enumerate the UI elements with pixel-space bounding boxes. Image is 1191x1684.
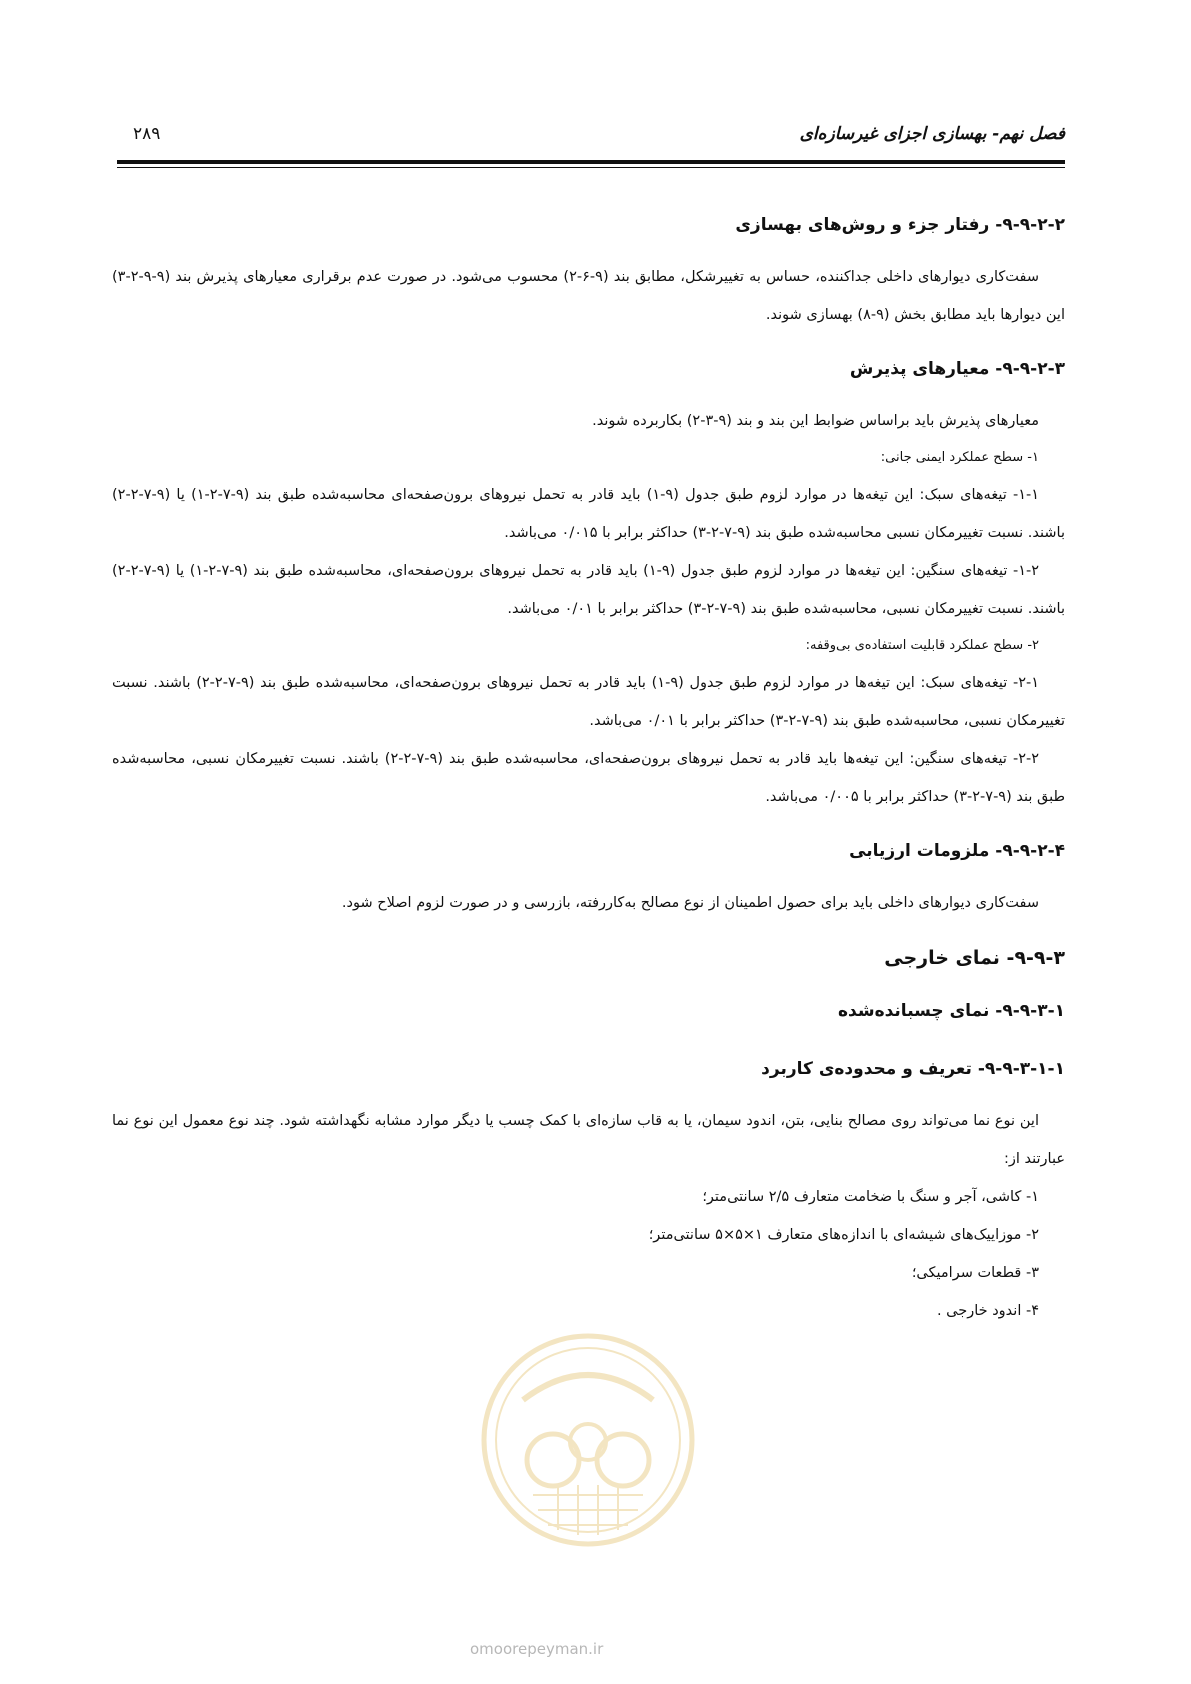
- section-heading-definition-scope: ۹-۹-۳-۱-۱- تعریف و محدوده‌ی کاربرد: [761, 1059, 1065, 1079]
- watermark-url: omoorepeyman.ir: [470, 1640, 604, 1658]
- page-header: [117, 124, 1065, 152]
- list-item: ۲- موزاییک‌های شیشه‌ای با اندازه‌های متعارف ۱×۵×۵ سانتی‌متر؛: [648, 1227, 1039, 1243]
- section-paragraph-behavior: سفت‌کاری دیوارهای داخلی جداکننده، حساس به تغییرشکل، مطابق بند (۹-۶-۲) محسوب می‌شود. در صورت عدم برقراری معیارهای پذیرش بند (۹-۹-۲-۳) این دیوارها باید مطابق بخش (۹-۸) بهسازی شوند.: [112, 269, 1065, 323]
- list-item: ۳- قطعات سرامیکی؛: [911, 1265, 1039, 1281]
- section-heading-evaluation: ۹-۹-۲-۴- ملزومات ارزیابی: [849, 841, 1065, 861]
- list-item: ۱- کاشی، آجر و سنگ با ضخامت متعارف ۲/۵ سانتی‌متر؛: [702, 1189, 1039, 1205]
- life-safety-light-partitions: ۱-۱- تیغه‌های سبک: این تیغه‌ها در موارد لزوم طبق جدول (۹-۱) باید قادر به تحمل نیروهای برون‌صفحه‌ای محاسبه‌شده طبق بند (۹-۷-۲-۱) یا (۹-۷-۲-۲) باشند. نسبت تغییرمکان نسبی محاسبه‌شده طبق بند (۹-۷-۲-۳) حداکثر برابر با ۰/۰۱۵ می‌باشد.: [112, 487, 1065, 541]
- section-paragraph-definition: این نوع نما می‌تواند روی مصالح بنایی، بتن، اندود سیمان، یا به قاب سازه‌ای با کمک چسب یا دیگر موارد مشابه نگهداشته شود. چند نوع معمول این نوع نما عبارتند از:: [112, 1113, 1065, 1167]
- section-paragraph-evaluation: سفت‌کاری دیوارهای داخلی باید برای حصول اطمینان از نوع مصالح به‌کاررفته، بازرسی و در صورت لزوم اصلاح شود.: [341, 895, 1039, 911]
- section-heading-exterior-facade: ۹-۹-۳- نمای خارجی: [884, 947, 1065, 969]
- acceptance-intro: معیارهای پذیرش باید براساس ضوابط این بند و بند (۹-۳-۲) بکاربرده شوند.: [592, 413, 1039, 429]
- life-safety-heavy-partitions: ۱-۲- تیغه‌های سنگین: این تیغه‌ها در موارد لزوم طبق جدول (۹-۱) باید قادر به تحمل نیروهای برون‌صفحه‌ای، محاسبه‌شده طبق بند (۹-۷-۲-۱) یا (۹-۷-۲-۲) باشند. نسبت تغییرمکان نسبی، محاسبه‌شده طبق بند (۹-۷-۲-۳) حداکثر برابر با ۰/۰۱ می‌باشد.: [112, 563, 1065, 617]
- header-rule-thick: [117, 160, 1065, 164]
- watermark-seal-icon: [478, 1330, 698, 1550]
- life-safety-title: ۱- سطح عملکرد ایمنی جانی:: [880, 450, 1039, 465]
- header-rule-thin: [117, 167, 1065, 168]
- page-body: [112, 212, 1065, 1330]
- veneer-types-list: [112, 1178, 1065, 1330]
- section-heading-acceptance: ۹-۹-۲-۳- معیارهای پذیرش: [849, 359, 1065, 379]
- section-heading-adhered-veneer: ۹-۹-۳-۱- نمای چسبانده‌شده: [838, 1001, 1065, 1021]
- immediate-occupancy-light-partitions: ۲-۱- تیغه‌های سبک: این تیغه‌ها در موارد لزوم طبق جدول (۹-۱) باید قادر به تحمل نیروهای برون‌صفحه‌ای، محاسبه‌شده طبق بند (۹-۷-۲-۲) باشند. نسبت تغییرمکان نسبی، محاسبه‌شده طبق بند (۹-۷-۲-۳) حداکثر برابر با ۰/۰۱ می‌باشد.: [112, 675, 1065, 729]
- page-number: ۲۸۹: [133, 124, 161, 144]
- immediate-occupancy-heavy-partitions: ۲-۲- تیغه‌های سنگین: این تیغه‌ها باید قادر به تحمل نیروهای برون‌صفحه‌ای، محاسبه‌شده طبق بند (۹-۷-۲-۲) باشند. نسبت تغییرمکان نسبی، محاسبه‌شده طبق بند (۹-۷-۲-۳) حداکثر برابر با ۰/۰۰۵ می‌باشد.: [112, 751, 1065, 805]
- list-item: ۴- اندود خارجی .: [936, 1303, 1039, 1319]
- immediate-occupancy-title: ۲- سطح عملکرد قابلیت استفاده‌ی بی‌وقفه:: [805, 638, 1039, 653]
- chapter-title: فصل نهم- بهسازی اجزای غیرسازه‌ای: [799, 124, 1065, 144]
- section-heading-behavior: ۹-۹-۲-۲- رفتار جزء و روش‌های بهسازی: [735, 215, 1065, 235]
